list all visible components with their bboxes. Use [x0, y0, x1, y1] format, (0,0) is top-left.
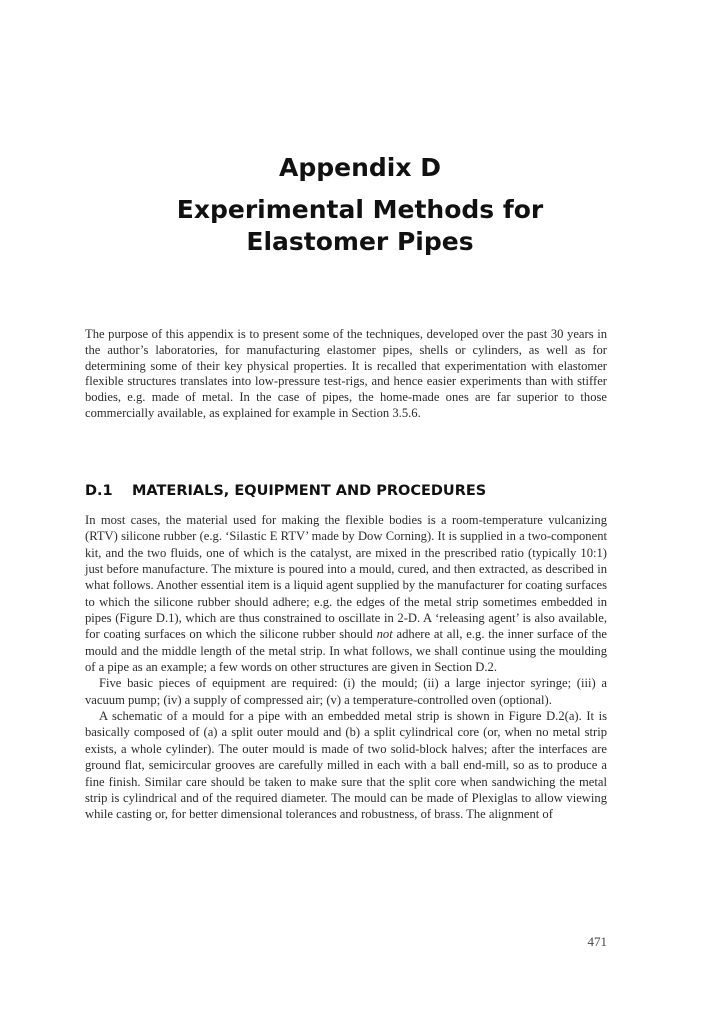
intro-paragraph: The purpose of this appendix is to present some of the techniques, developed over the past 30 years in the author’s laboratories, for manufacturing elastomer pipes, shells or cylinders, as well as for determining some of their key physical properties. It is recalled that experimentation with elastomer flexible structures translates into low-pressure test-rigs, and hence easier experiments than with stiffer bodies, e.g. made of metal. In the case of pipes, the home-made ones are far superior to those commercially available, as explained for example in Section 3.5.6.	[85, 327, 607, 420]
appendix-label: Appendix D	[279, 153, 441, 182]
section-title: MATERIALS, EQUIPMENT AND PROCEDURES	[132, 483, 487, 499]
body-paragraph	[85, 512, 607, 675]
body-paragraph: Five basic pieces of equipment are required: (i) the mould; (ii) a large injector syringe; (iii) a vacuum pump; (iv) a supply of compressed air; (v) a temperature-controlled oven (optional).	[85, 676, 607, 707]
body-paragraph-text: In most cases, the material used for making the flexible bodies is a room-temperature vulcanizing (RTV) silicone rubber (e.g. ‘Silastic E RTV’ made by Dow Corning). It is supplied in a two-component kit, and the two fluids, one of which is the catalyst, are mixed in the prescribed ratio (typically 10:1) just before manufacture. The mixture is poured into a mould, cured, and then extracted, as described in what follows. Another essential item is a liquid agent supplied by the manufacturer for coating surfaces to which the silicone rubber should adhere; e.g. the edges of the metal strip sometimes embedded in pipes (Figure D.1), which are thus constrained to oscillate in 2-D. A ‘releasing agent’ is also available, for coating surfaces on which the silicone rubber should	[85, 513, 607, 642]
body-paragraph-emphasis: not	[376, 627, 393, 642]
appendix-title: Experimental Methods for Elastomer Pipes	[176, 195, 544, 256]
section-heading	[85, 482, 486, 500]
body-paragraph-text: adhere at all, e.g. the inner surface of the mould and the middle length of the metal strip. In what follows, we shall continue using the moulding of a pipe as an example; a few words on other structures are given in Section D.2.	[85, 627, 607, 675]
body-paragraph: A schematic of a mould for a pipe with an embedded metal strip is shown in Figure D.2(a). It is basically composed of (a) a split outer mould and (b) a split cylindrical core (or, when no metal strip exists, a whole cylinder). The outer mould is made of two solid-block halves; after the interfaces are ground flat, semicircular grooves are carefully milled in each with a ball end-mill, so as to produce a fine finish. Similar care should be taken to make sure that the split core when sandwiching the metal strip is cylindrical and of the required diameter. The mould can be made of Plexiglas to allow viewing while casting or, for better dimensional tolerances and robustness, of brass. The alignment of	[85, 709, 607, 822]
section-body	[85, 512, 607, 823]
page-number: 471	[587, 934, 607, 949]
section-number: D.1	[85, 483, 113, 499]
